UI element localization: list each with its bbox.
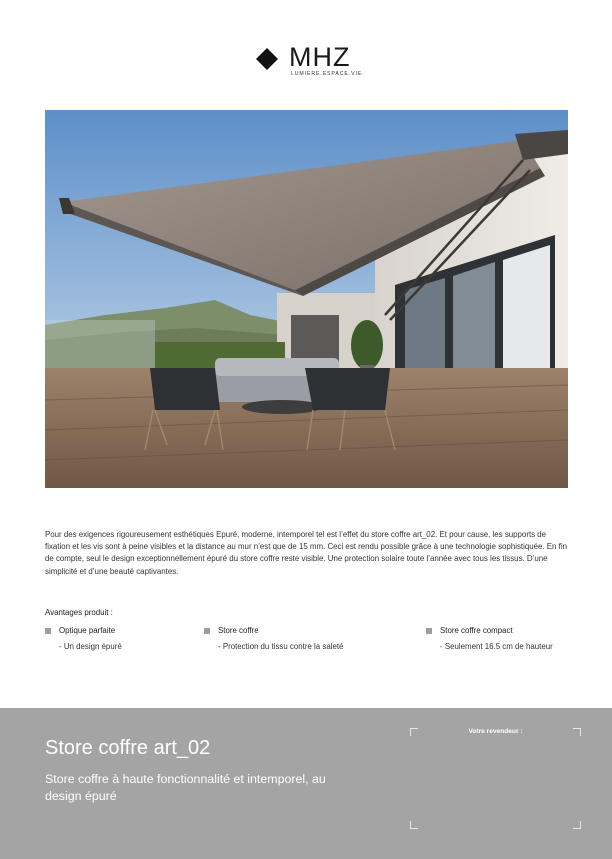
advantage-detail: - Protection du tissu contre la saleté	[218, 642, 344, 651]
advantage-title: Optique parfaite	[59, 626, 116, 635]
footer-band	[0, 708, 612, 859]
advantage-detail: - Seulement 16.5 cm de hauteur	[440, 642, 553, 651]
brand-tagline: LUMIERE.ESPACE.VIE.	[291, 71, 365, 77]
advantage-title: Store coffre compact	[440, 626, 513, 635]
advantage-title: Store coffre	[218, 626, 259, 635]
corner-mark-icon	[573, 821, 581, 829]
square-bullet-icon	[45, 628, 51, 634]
reseller-box	[410, 728, 581, 829]
hero-photo	[45, 110, 568, 488]
advantage-detail: - Un design épuré	[59, 642, 122, 651]
square-bullet-icon	[426, 628, 432, 634]
reseller-label: Votre revendeur :	[468, 728, 523, 735]
diamond-logo-icon	[256, 48, 278, 70]
advantages-title: Avantages produit :	[45, 608, 113, 617]
square-bullet-icon	[204, 628, 210, 634]
brand-logo	[256, 42, 366, 82]
intro-paragraph: Pour des exigences rigoureusement esthétiques Epuré, moderne, intemporel tel est l’effet du store coffre art_02. Et pour cause, les supports de fixation et les vis sont à peine visibles et la distance au mur n’est que de 15 mm. Ceci est rendu possible grâce à une technologie sophistiquée. En fin de compte, seul le design exceptionnellement épuré du store coffre reste visible. Une protection solaire toute l’année avec tous les tissus. D’une simplicité et d’une beauté captivantes.	[45, 530, 567, 576]
awning-terrace-photo	[45, 110, 568, 488]
product-name: Store coffre art_02	[45, 737, 211, 759]
brand-name: MHZ	[289, 42, 351, 72]
product-subtitle: Store coffre à haute fonctionnalité et intemporel, au design épuré	[45, 772, 326, 803]
corner-mark-icon	[410, 821, 418, 829]
